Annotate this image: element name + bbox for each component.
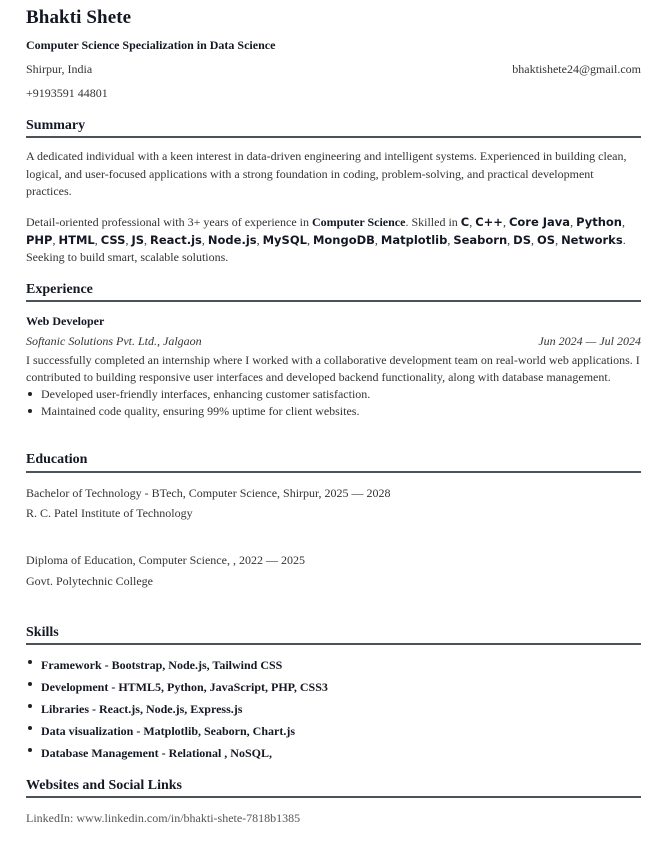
inline-skill: C: [460, 215, 470, 229]
inline-skill-separator: ,: [201, 232, 208, 247]
inline-skill: JS: [131, 232, 144, 247]
summary-field: Computer Science: [312, 215, 406, 229]
inline-skill: CSS: [100, 232, 126, 247]
inline-skill-separator: ,: [52, 232, 59, 247]
job-role: Web Developer: [26, 314, 105, 328]
inline-skill: React.js: [150, 232, 202, 247]
skills-list: [26, 654, 641, 764]
inline-skill: MySQL: [262, 232, 307, 247]
inline-skill: Core Java: [508, 215, 571, 229]
inline-skill: Python: [576, 215, 622, 229]
summary-paragraph-1: A dedicated individual with a keen interest in data-driven engineering and intelligent systems. Experienced in building clean, logical, and user-focused applications with a strong foundation in coding, problem-solving, and practical development practices.: [26, 149, 627, 198]
inline-skill: C++: [475, 215, 503, 229]
job-dates: Jun 2024 — Jul 2024: [538, 334, 641, 348]
linkedin-row: [26, 811, 300, 826]
education-degree: Diploma of Education, Computer Science, , 2022 — 2025: [26, 553, 305, 567]
education-institution: Govt. Polytechnic College: [26, 574, 153, 588]
inline-skill-separator: ,: [555, 232, 562, 247]
inline-skill: Seaborn: [453, 232, 508, 247]
links-heading: Websites and Social Links: [26, 778, 182, 793]
summary-paragraph-2: [26, 214, 641, 267]
linkedin-link[interactable]: www.linkedin.com/in/bhakti-shete-7818b1385: [76, 811, 301, 825]
inline-skill-separator: ,: [94, 232, 101, 247]
education-divider: [26, 471, 641, 473]
job-bullets: [26, 386, 641, 420]
job-bullet: Maintained code quality, ensuring 99% uptime for client websites.: [26, 403, 641, 420]
skill-item: Framework - Bootstrap, Node.js, Tailwind CSS: [26, 654, 641, 676]
links-divider: [26, 796, 641, 798]
inline-skill-separator: ,: [502, 215, 509, 229]
education-degree: Bachelor of Technology - BTech, Computer Science, Shirpur, 2025 — 2028: [26, 486, 391, 500]
education-institution: R. C. Patel Institute of Technology: [26, 506, 193, 520]
candidate-email[interactable]: bhaktishete24@gmail.com: [512, 62, 641, 76]
inline-skill: PHP: [26, 232, 53, 247]
linkedin-label: LinkedIn:: [26, 811, 77, 825]
education-heading: Education: [26, 452, 88, 467]
candidate-name: Bhakti Shete: [26, 7, 132, 28]
summary-p2-intro: Detail-oriented professional with 3+ years of experience in: [26, 215, 312, 229]
candidate-location: Shirpur, India: [26, 62, 93, 76]
inline-skill: DS: [513, 232, 531, 247]
inline-skill-separator: ,: [447, 232, 454, 247]
summary-p2-end: . Seeking to build smart, scalable solutions.: [26, 232, 626, 264]
inline-skill: Matplotlib: [380, 232, 448, 247]
summary-divider: [26, 136, 641, 138]
summary-heading: Summary: [26, 118, 86, 133]
inline-skill: Node.js: [207, 232, 257, 247]
inline-skill: Networks: [561, 232, 623, 247]
inline-skill-separator: ,: [469, 215, 476, 229]
inline-skill-separator: ,: [306, 232, 313, 247]
skill-item: Libraries - React.js, Node.js, Express.js: [26, 698, 641, 720]
inline-skill: OS: [537, 232, 556, 247]
skills-heading: Skills: [26, 625, 59, 640]
skill-item: Development - HTML5, Python, JavaScript, PHP, CSS3: [26, 676, 641, 698]
inline-skill: MongoDB: [312, 232, 375, 247]
skill-item: Database Management - Relational , NoSQL,: [26, 742, 641, 764]
job-company: Softanic Solutions Pvt. Ltd., Jalgaon: [26, 334, 202, 348]
inline-skill-separator: ,: [570, 215, 577, 229]
job-bullet: Developed user-friendly interfaces, enhancing customer satisfaction.: [26, 386, 641, 403]
inline-skill-separator: ,: [144, 232, 150, 247]
experience-divider: [26, 300, 641, 302]
summary-p2-skilled: . Skilled in: [405, 215, 461, 229]
skill-item: Data visualization - Matplotlib, Seaborn, Chart.js: [26, 720, 641, 742]
job-description: I successfully completed an internship where I worked with a collaborative development team on real-world web applications. I contributed to building responsive user interfaces and developed backend functionality, along with database management.: [26, 353, 640, 384]
inline-skill-separator: ,: [256, 232, 263, 247]
inline-skill-separator: ,: [531, 232, 537, 247]
experience-heading: Experience: [26, 282, 93, 297]
inline-skill: HTML: [58, 232, 95, 247]
skills-divider: [26, 643, 641, 645]
candidate-headline: Computer Science Specialization in Data Science: [26, 38, 276, 52]
inline-skill-separator: ,: [125, 232, 132, 247]
inline-skill-separator: ,: [507, 232, 514, 247]
inline-skill-separator: ,: [374, 232, 381, 247]
candidate-phone: +9193591 44801: [26, 86, 108, 100]
inline-skill-separator: ,: [622, 215, 625, 229]
